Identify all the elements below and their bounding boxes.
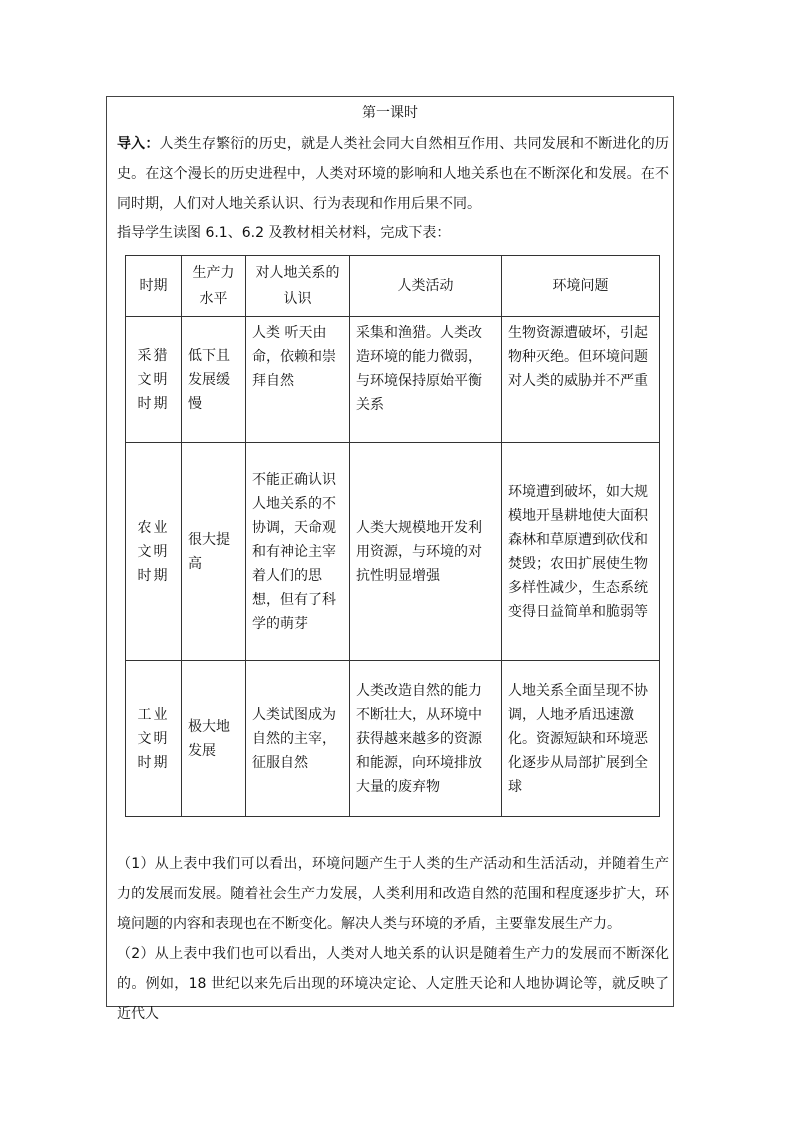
row-level: 低下且发展缓慢 xyxy=(182,317,246,443)
conclusion-paragraph-2: （2）从上表中我们也可以看出，人类对人地关系的认识是随着生产力的发展而不断深化的。例如，18 世纪以来先后出现的环境决定论、人定胜天论和人地协调论等，就反映了近代人 xyxy=(117,946,669,1022)
worksheet-frame xyxy=(106,96,674,1022)
row-activity: 人类大规模地开发利用资源，与环境的对抗性明显增强 xyxy=(350,443,502,661)
lesson-title: 第一课时 xyxy=(362,105,418,121)
row-view: 人类试图成为自然的主宰，征服自然 xyxy=(246,661,350,817)
row-era: 采猎文明时期 xyxy=(126,317,182,443)
row-view: 不能正确认识人地关系的不协调，天命观和有神论主宰着人们的思想，但有了科学的萌芽 xyxy=(246,443,350,661)
row-activity: 人类改造自然的能力不断壮大，从环境中获得越来越多的资源和能源，向环境排放大量的废弃物 xyxy=(350,661,502,817)
intro-text: 人类生存繁衍的历史，就是人类社会同大自然相互作用、共同发展和不断进化的历史。在这个漫长的历史进程中，人类对环境的影响和人地关系也在不断深化和发展。在不同时期，人们对人地关系认识、行为表现和作用后果不同。 xyxy=(117,136,670,212)
row-era: 农业文明时期 xyxy=(126,443,182,661)
header-period: 时期 xyxy=(126,256,182,317)
guide-instruction: 指导学生读图 6.1、6.2 及教材相关材料，完成下表： xyxy=(117,225,451,241)
human-environment-table xyxy=(125,255,660,817)
table-row xyxy=(126,317,660,443)
header-problem: 环境问题 xyxy=(502,256,660,317)
table-row xyxy=(126,443,660,661)
table-header-row xyxy=(126,256,660,317)
header-activity: 人类活动 xyxy=(350,256,502,317)
header-view: 对人地关系的认识 xyxy=(246,256,350,317)
row-problem: 生物资源遭破坏，引起物种灭绝。但环境问题对人类的威胁并不严重 xyxy=(502,317,660,443)
conclusion-paragraph-1: （1）从上表中我们可以看出，环境问题产生于人类的生产活动和生活活动，并随着生产力的发展而发展。随着社会生产力发展，人类利用和改造自然的范围和程度逐步扩大，环境问题的内容和表现也在不断变化。解决人类与环境的矛盾，主要靠发展生产力。 xyxy=(117,856,669,932)
intro-paragraph xyxy=(117,129,669,219)
row-view: 人类 听天由命，依赖和崇拜自然 xyxy=(246,317,350,443)
row-activity: 采集和渔猎。人类改造环境的能力微弱，与环境保持原始平衡关系 xyxy=(350,317,502,443)
header-productivity: 生产力水平 xyxy=(182,256,246,317)
row-problem: 环境遭到破坏，如大规模地开垦耕地使大面积森林和草原遭到砍伐和焚毁；农田扩展使生物多样性减少，生态系统变得日益简单和脆弱等 xyxy=(502,443,660,661)
intro-label: 导入： xyxy=(117,136,160,152)
table-row xyxy=(126,661,660,817)
row-level: 极大地发展 xyxy=(182,661,246,817)
row-era: 工业文明时期 xyxy=(126,661,182,817)
row-level: 很大提高 xyxy=(182,443,246,661)
row-problem: 人地关系全面呈现不协调，人地矛盾迅速激化。资源短缺和环境恶化逐步从局部扩展到全球 xyxy=(502,661,660,817)
